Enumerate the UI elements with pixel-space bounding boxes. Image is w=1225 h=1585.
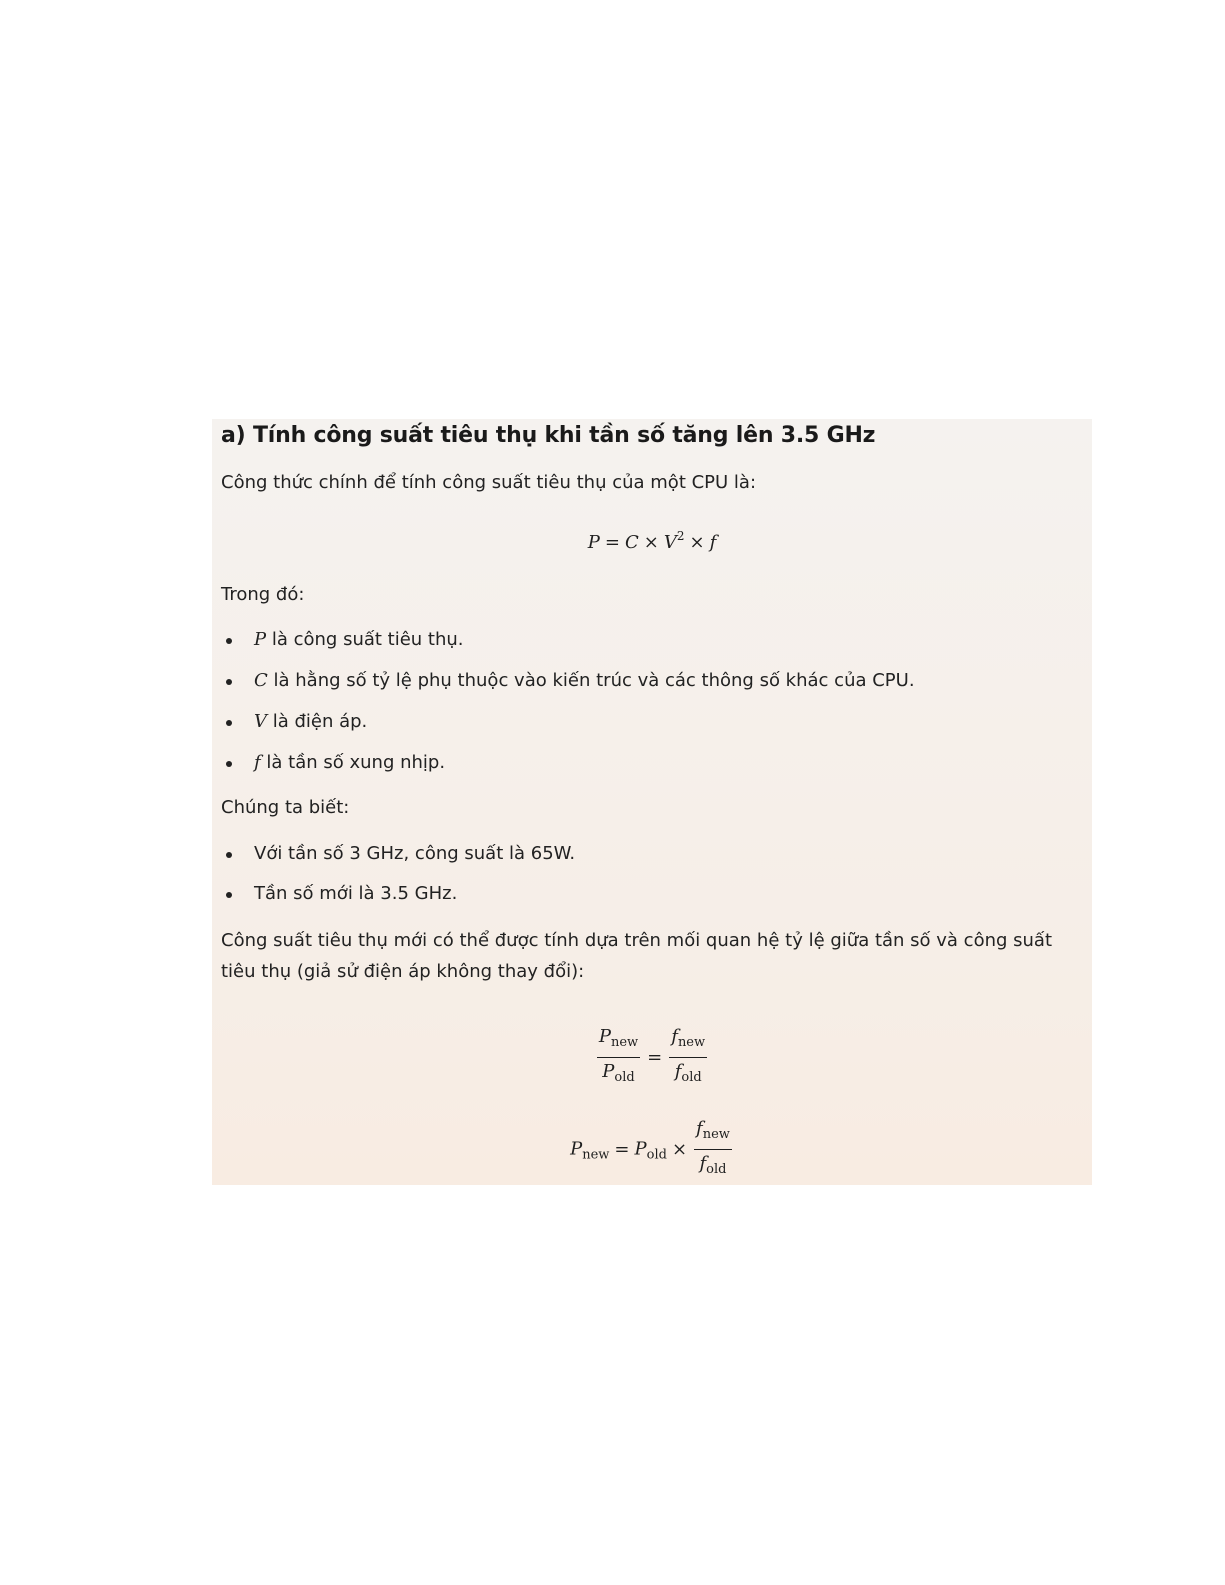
subscript-old: old	[614, 1070, 635, 1085]
subscript-new: new	[610, 1035, 639, 1050]
relation-text: Công suất tiêu thụ mới có thể được tính dựa trên mối quan hệ tỷ lệ giữa tần số và công suất tiêu thụ (giả sử điện áp không thay đổi):	[221, 930, 1053, 982]
var-f: f	[671, 1026, 678, 1047]
formula-times: ×	[671, 1138, 688, 1160]
subscript-old: old	[681, 1070, 702, 1085]
fraction-frequency-ratio	[669, 1025, 707, 1090]
var-p: P	[634, 1138, 647, 1160]
definition-text: là tần số xung nhịp.	[260, 752, 446, 773]
formula-var-f: f	[709, 532, 717, 553]
var-f: f	[674, 1061, 682, 1082]
definition-text: là công suất tiêu thụ.	[266, 629, 464, 650]
definition-text: là điện áp.	[267, 711, 368, 732]
fraction-frequency-ratio	[694, 1117, 732, 1182]
bullet-dot	[226, 720, 232, 726]
formula-exponent: 2	[676, 529, 685, 543]
formula-equals: =	[647, 1046, 663, 1068]
formula-equals: =	[614, 1138, 630, 1160]
known-text: Với tần số 3 GHz, công suất là 65W.	[254, 843, 576, 864]
formula-var-p: P	[587, 532, 600, 553]
formula-main	[212, 529, 1092, 553]
subscript-new: new	[702, 1127, 730, 1142]
known-label: Chúng ta biết:	[221, 797, 350, 818]
where-label: Trong đó:	[221, 584, 305, 605]
formula-equals: =	[604, 532, 620, 553]
var-p: P	[598, 1026, 611, 1047]
symbol: P	[254, 629, 267, 650]
symbol: V	[254, 711, 267, 732]
var-f: f	[699, 1153, 707, 1174]
subscript-new: new	[677, 1035, 706, 1050]
bullet-dot	[226, 679, 232, 685]
section-heading: a) Tính công suất tiêu thụ khi tần số tăng lên 3.5 GHz	[221, 423, 876, 448]
intro-text: Công thức chính để tính công suất tiêu thụ của một CPU là:	[221, 472, 757, 493]
bullet-dot	[226, 638, 232, 644]
formula-times: ×	[643, 532, 659, 553]
known-text: Tần số mới là 3.5 GHz.	[254, 883, 458, 904]
symbol: C	[254, 670, 268, 691]
var-f: f	[696, 1118, 703, 1139]
bullet-dot	[226, 892, 232, 898]
subscript-new: new	[582, 1147, 610, 1163]
bullet-dot	[226, 761, 232, 767]
formula-var-c: C	[624, 532, 639, 553]
symbol: f	[254, 752, 261, 773]
var-p: P	[602, 1061, 615, 1082]
solve-formula	[212, 1117, 1092, 1182]
content-card	[212, 419, 1092, 1185]
var-p: P	[570, 1138, 583, 1160]
formula-times: ×	[689, 532, 705, 553]
subscript-old: old	[646, 1147, 667, 1163]
bullet-dot	[226, 852, 232, 858]
definition-text: là hằng số tỷ lệ phụ thuộc vào kiến trúc và các thông số khác của CPU.	[267, 670, 915, 691]
fraction-power-ratio	[597, 1025, 640, 1090]
formula-var-v: V	[663, 532, 677, 553]
subscript-old: old	[706, 1162, 727, 1177]
ratio-formula	[212, 1025, 1092, 1090]
